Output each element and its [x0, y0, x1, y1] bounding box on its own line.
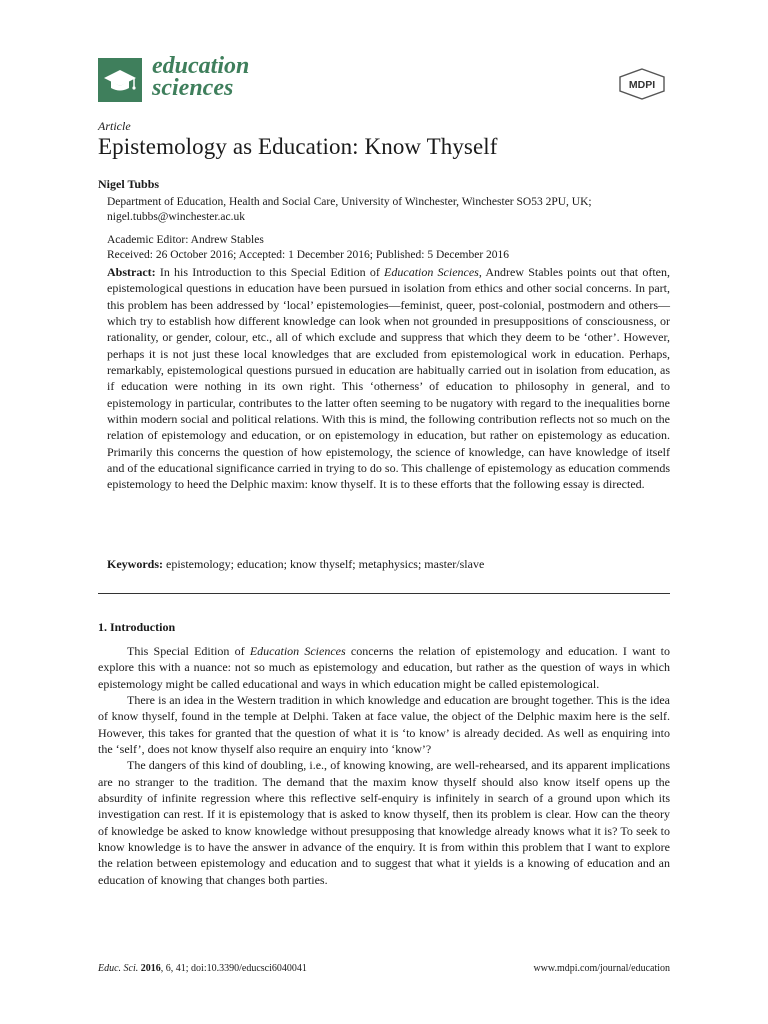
affiliation: Department of Education, Health and Social Care, University of Winchester, Winchester SO53 2PU, UK; — [107, 196, 592, 208]
abstract — [107, 264, 670, 493]
publication-dates: Received: 26 October 2016; Accepted: 1 December 2016; Published: 5 December 2016 — [107, 248, 510, 261]
footer-year: 2016 — [140, 963, 161, 974]
publisher-name: MDPI — [628, 79, 656, 91]
footer-journal-abbrev: Educ. Sci. — [98, 963, 139, 974]
journal-logo-icon — [98, 58, 142, 102]
paragraph-2: There is an idea in the Western tradition in which knowledge and education are brought together. This is the idea of know thyself, found in the temple at Delphi. Taken at face value, the object of the Delphic maxim here is the self. However, this takes for granted that the question of what it is ‘to know’ is already decided. As well as enquiring into the ‘self’, does not know thyself also require an enquiry into ‘know’? — [98, 693, 670, 757]
footer-citation — [98, 963, 307, 974]
section-heading: 1. Introduction — [98, 620, 176, 634]
editorial-info — [107, 233, 677, 262]
keywords-label: Keywords: — [107, 557, 163, 571]
journal-name — [152, 55, 249, 99]
section-divider — [98, 593, 670, 594]
author-name: Nigel Tubbs — [98, 177, 160, 191]
keywords-text: epistemology; education; know thyself; metaphysics; master/slave — [163, 557, 485, 571]
journal-name-line1: education — [152, 53, 250, 79]
paragraph-3: The dangers of this kind of doubling, i.e., of knowing knowing, are well-rehearsed, and its apparent implications are no stranger to the tradition. The demand that the maxim know thyself should also know itself opens up the absurdity of infinite regression where this reflective self-enquiry is infinitely in search of a ground upon which its investigation can rest. If it is epistemology that is asked to know thyself, then its problem is clear. How can the theory of knowledge be asked to know knowledge without presupposing that knowledge already knows what it is? To seek to know knowledge is to have the answer in advance of the enquiry. It is from within this problem that I want to explore the relation between epistemology and education and to suggest that what it yields is a knowing of education and an education of knowing that changes both parties. — [98, 758, 670, 887]
abstract-text-1: In his Introduction to this Special Edition of — [155, 265, 385, 279]
journal-name-line2: sciences — [152, 75, 234, 101]
keywords — [107, 557, 484, 572]
paragraph-1-journal: Education Sciences — [249, 644, 346, 658]
article-type: Article — [98, 119, 131, 133]
abstract-journal-name: Education Sciences — [384, 265, 479, 279]
affiliation-block — [107, 195, 677, 224]
publisher-logo-icon — [616, 68, 668, 100]
paragraph-1 — [98, 643, 670, 692]
abstract-text-2: , Andrew Stables points out that often, epistemological questions in education have been pursued in isolation from ethics and other social concerns. In part, this problem has been addressed by ‘local’ epistemologies—feminist, queer, post-colonial, postmodern and others—which try to establish how different knowledge can look when not grounded in presuppositions of consciousness, or rationality, or gender, colour, etc., all of which exclude and suppress that which they deem to be ‘other’. However, perhaps it is not just these local knowledges that are excluded from epistemological work in education. Perhaps, remarkably, epistemological questions pursued in education are habitually carried out in isolation from education, as if education were nothing in its own right. This ‘otherness’ of education to philosophy in general, and to epistemology in particular, contributes to the latter often seeming to be nugatory with regard to the inequalities borne within modern social and political relations. With this is mind, the following contribution reflects not so much on the relation of epistemology and education, or on epistemology in education, but rather on epistemology as education. Primarily this concerns the question of how epistemology, the science of knowledge, can have knowledge of itself and of the educational significance carried in trying to do so. This challenge of epistemology as education commends epistemology to heed the Delphic maxim: know thyself. It is to these efforts that the following essay is directed. — [107, 265, 670, 492]
footer-citation-rest: , 6, 41; doi:10.3390/educsci6040041 — [160, 963, 307, 974]
academic-editor: Academic Editor: Andrew Stables — [107, 234, 264, 246]
paragraph-1-a: This Special Edition of — [127, 644, 250, 658]
article-title: Epistemology as Education: Know Thyself — [98, 134, 498, 159]
footer-url[interactable]: www.mdpi.com/journal/education — [533, 963, 670, 974]
introduction-body — [98, 643, 670, 888]
author-email[interactable]: nigel.tubbs@winchester.ac.uk — [107, 210, 246, 223]
abstract-label: Abstract: — [107, 265, 156, 279]
paragraph-1-b: concerns the relation of epistemology and education. I want to explore this with a nuance: not so much as epistemology and education, but rather as the question of ways in which epistemology might be called educational and ways in which education might be called epistemological. — [98, 644, 670, 691]
